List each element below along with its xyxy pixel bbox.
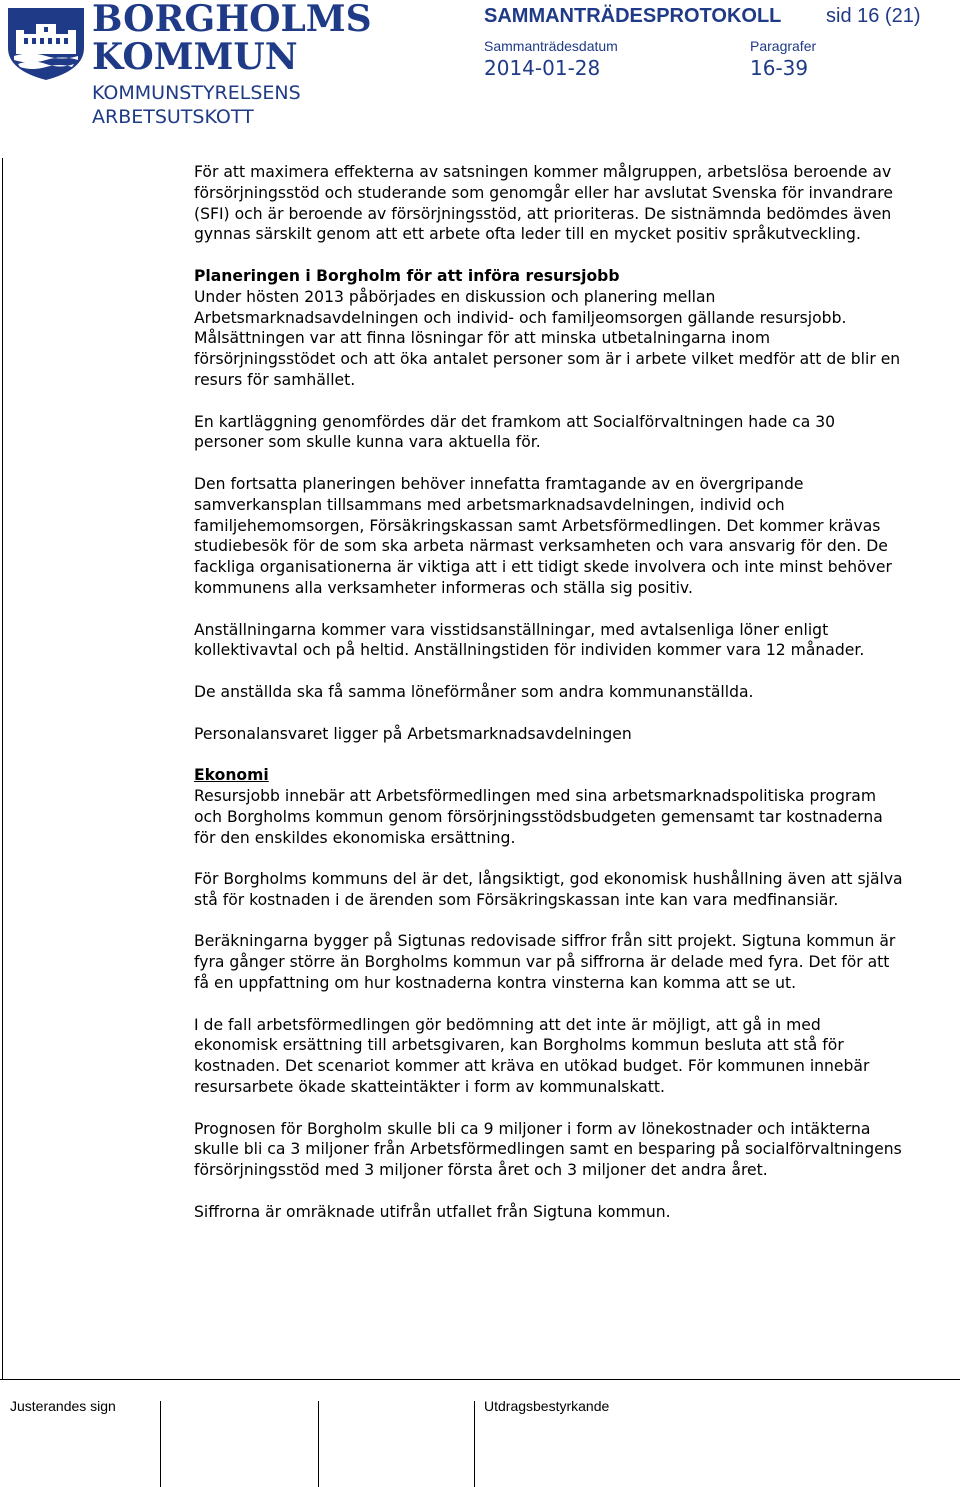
committee-name-line1: KOMMUNSTYRELSENS [92, 82, 301, 104]
signature-box-divider [318, 1401, 319, 1487]
paragraph: I de fall arbetsförmedlingen gör bedömning att det inte är möjligt, att gå in med ekonomisk ersättning till arbetsgivaren, kan Borgholms kommun besluta att stå för kostnaden. Det scenariot kommer att kräva en utökad budget. För kommunen innebär resursarbete ökade skatteintäkter i form av kommunalskatt. [194, 1015, 870, 1097]
signature-box-divider [474, 1401, 475, 1487]
section-heading-economy: Ekonomi [194, 766, 269, 785]
paragraph: Resursjobb innebär att Arbetsförmedlingen med sina arbetsmarknadspolitiska program och Borgholms kommun genom försörjningsstödsbudgeten gemensamt tar kostnaderna för den enskildes ekonomiska ersättning. [194, 786, 883, 847]
meeting-date-label: Sammanträdesdatum [484, 38, 618, 54]
paragraph: För Borgholms kommuns del är det, långsiktigt, god ekonomisk hushållning även att själva stå för kostnaden i de ärenden som Försäkringskassan inte kan vara medfinansiär. [194, 870, 903, 909]
municipality-emblem [6, 4, 86, 82]
section-heading-planning: Planeringen i Borgholm för att införa resursjobb [194, 266, 620, 285]
document-body [194, 162, 904, 1243]
committee-name-line2: ARBETSUTSKOTT [92, 106, 254, 128]
left-margin-line [2, 158, 3, 1379]
paragraphs-label: Paragrafer [750, 38, 817, 54]
paragraph: Personalansvaret ligger på Arbetsmarknadsavdelningen [194, 724, 632, 743]
paragraph: För att maximera effekterna av satsningen kommer målgruppen, arbetslösa beroende av försörjningsstöd och studerande som genomgår eller har avslutat Svenska för invandrare (SFI) och är beroende av försörjningsstöd, att prioriteras. De sistnämnda bedömdes även gynnas särskilt genom att ett arbete ofta leder till en mycket positiv språkutveckling. [194, 163, 893, 244]
meeting-date-value: 2014-01-28 [484, 56, 601, 80]
paragraph: Under hösten 2013 påbörjades en diskussion och planering mellan Arbetsmarknadsavdelningen och individ- och familjeomsorgen gällande resursjobb. Målsättningen var att finna lösningar för att minska utbetalningarna inom försörjningsstödet och att öka antalet personer som är i arbete vilket medför att de blir en resurs för samhället. [194, 287, 901, 389]
paragraphs-value: 16-39 [750, 56, 809, 80]
paragraph: Prognosen för Borgholm skulle bli ca 9 miljoner i form av lönekostnader och intäkterna skulle bli ca 3 miljoner från Arbetsförmedlingen samt en besparing på socialförvaltningens försörjningsstöd med 3 miljoner första året och 3 miljoner det andra året. [194, 1119, 902, 1180]
document-title: SAMMANTRÄDESPROTOKOLL [484, 5, 782, 27]
footer-rule [0, 1379, 960, 1380]
logo-wordmark-line1: BORGHOLMS [92, 0, 372, 40]
paragraph: Den fortsatta planeringen behöver innefatta framtagande av en övergripande samverkansplan tillsammans med arbetsmarknadsavdelningen, individ och familjehemomsorgen, Försäkringskassan samt Arbetsförmedlingen. Det kommer krävas studiebesök för de som ska arbeta närmast verksamheten och vara ansvarig för den. De fackliga organisationerna är viktiga att i ett tidigt skede involvera och inte minst behöver kommunens alla verksamheter informeras och ställa sig positiv. [194, 474, 892, 597]
signature-box-divider [160, 1401, 161, 1487]
page-number: sid 16 (21) [826, 5, 921, 27]
extract-certification-label: Utdragsbestyrkande [484, 1398, 610, 1414]
paragraph: Anställningarna kommer vara visstidsanställningar, med avtalsenliga löner enligt kollektivavtal och på heltid. Anställningstiden för individen kommer vara 12 månader. [194, 620, 865, 660]
justification-signature-label: Justerandes sign [10, 1398, 116, 1414]
paragraph: Siffrorna är omräknade utifrån utfallet från Sigtuna kommun. [194, 1202, 671, 1221]
paragraph: Beräkningarna bygger på Sigtunas redovisade siffror från sitt projekt. Sigtuna kommun är fyra gånger större än Borgholms kommun var på siffrorna är delade med fyra. Det för att få en uppfattning om hur kostnaderna kontra vinsterna kan komma att se ut. [194, 932, 896, 993]
paragraph: De anställda ska få samma löneförmåner som andra kommunanställda. [194, 682, 754, 701]
logo-wordmark-line2: KOMMUN [92, 36, 298, 78]
paragraph: En kartläggning genomfördes där det framkom att Socialförvaltningen hade ca 30 personer som skulle kunna vara aktuella för. [194, 412, 836, 452]
